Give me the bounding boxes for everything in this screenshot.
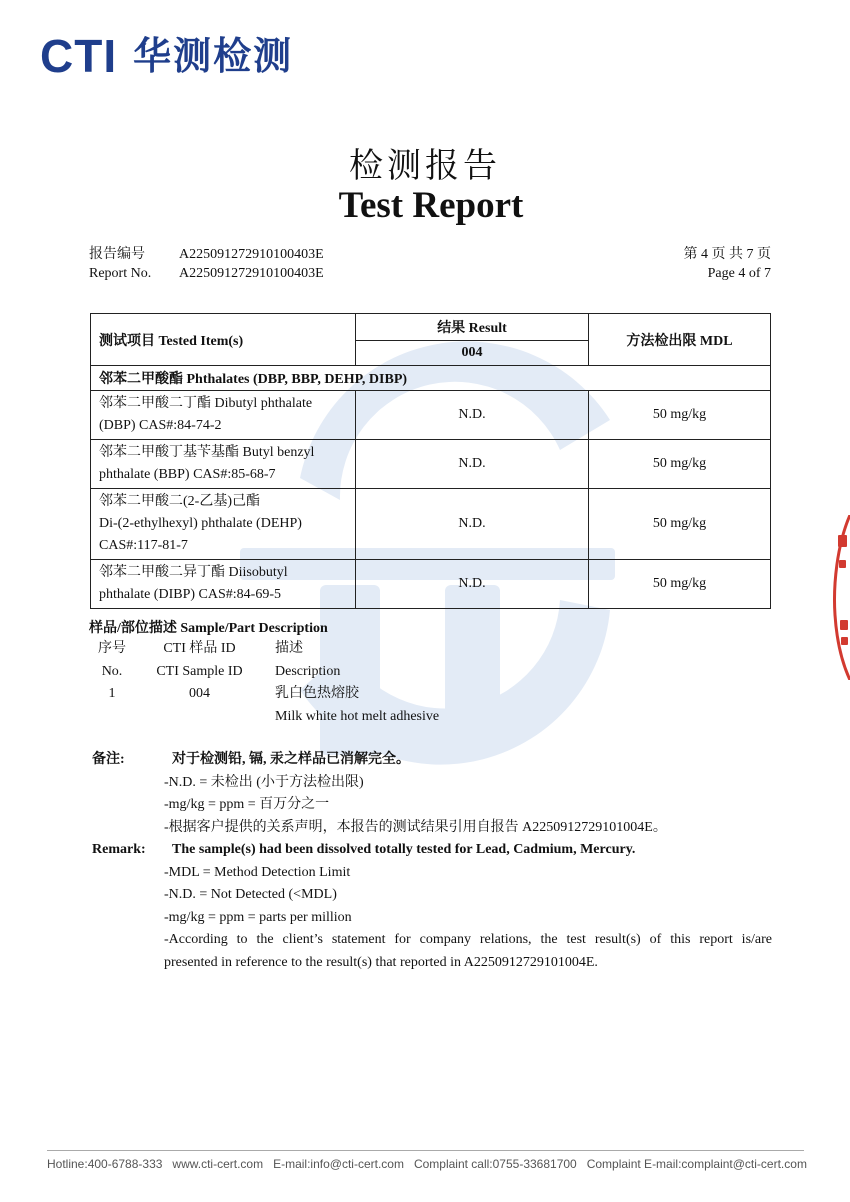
col-result: 结果 Result — [356, 314, 589, 341]
remarks-label-en: Remark: — [92, 842, 146, 857]
report-no-label-cn: 报告编号 — [89, 247, 145, 262]
remark-line: -mg/kg = ppm = 百万分之一 — [164, 797, 330, 812]
report-title-chinese: 检测报告 — [349, 146, 501, 186]
remarks-label-cn: 备注: — [92, 752, 125, 767]
report-title-english: Test Report — [338, 185, 524, 226]
remarks-section — [92, 749, 772, 974]
sample-id-header: CTI Sample ID — [156, 663, 243, 679]
remark-line: presented in reference to the result(s) that reported in A2250912729101004E. — [164, 954, 598, 970]
remark-line: -N.D. = Not Detected (<MDL) — [164, 887, 337, 902]
footer-website: www.cti-cert.com — [172, 1157, 264, 1171]
footer-hotline: Hotline:400-6788-333 — [47, 1157, 163, 1171]
item-line: Di-(2-ethylhexyl) phthalate (DEHP) — [99, 516, 302, 531]
result-cell: N.D. — [356, 391, 589, 440]
remark-line: The sample(s) had been dissolved totally tested for Lead, Cadmium, Mercury. — [172, 842, 636, 857]
table-group-row — [91, 366, 771, 391]
logo-cti-text: CTI — [40, 30, 118, 82]
remark-line: -According to the client’s statement for company relations, the test result(s) of this report is/are — [164, 932, 772, 947]
table-row — [91, 489, 771, 560]
col-sample-id: 004 — [356, 341, 589, 366]
sample-desc-header: 描述 — [275, 641, 303, 656]
cti-logo — [40, 30, 294, 82]
sample-header-en — [88, 661, 439, 684]
result-cell: N.D. — [356, 560, 589, 609]
sample-id-header: CTI 样品 ID — [163, 641, 236, 656]
sample-desc-cn: 乳白色热熔胶 — [275, 686, 359, 701]
sample-no: 1 — [108, 686, 116, 701]
item-line: (DBP) CAS#:84-74-2 — [99, 418, 222, 433]
result-cell: N.D. — [356, 440, 589, 489]
page-indicator-cn: 第 4 页 共 7 页 — [683, 247, 771, 262]
page-indicator-en: Page 4 of 7 — [707, 266, 771, 281]
seal-stamp-edge — [829, 515, 850, 680]
group-label: 邻苯二甲酸酯 Phthalates (DBP, BBP, DEHP, DIBP) — [91, 366, 771, 391]
tested-item-cell — [91, 560, 356, 609]
sample-header-cn — [88, 638, 439, 661]
item-line: phthalate (BBP) CAS#:85-68-7 — [99, 467, 276, 482]
table-row — [91, 440, 771, 489]
sample-row — [88, 683, 439, 706]
sample-no-header: No. — [101, 663, 123, 679]
mdl-cell: 50 mg/kg — [589, 391, 771, 440]
footer-divider — [47, 1150, 804, 1151]
item-line: 邻苯二甲酸丁基苄基酯 Butyl benzyl — [99, 445, 315, 460]
logo-chinese-text: 华测检测 — [133, 34, 294, 78]
mdl-cell: 50 mg/kg — [589, 440, 771, 489]
remark-line: -N.D. = 未检出 (小于方法检出限) — [164, 774, 364, 790]
mdl-cell: 50 mg/kg — [589, 560, 771, 609]
sample-desc-header: Description — [275, 663, 341, 679]
col-tested-item: 测试项目 Tested Item(s) — [91, 314, 356, 366]
sample-no-header: 序号 — [98, 641, 126, 656]
report-number: A225091272910100403E — [179, 266, 324, 281]
table-row — [91, 560, 771, 609]
results-table — [90, 313, 771, 609]
result-cell: N.D. — [356, 489, 589, 560]
report-number: A225091272910100403E — [179, 247, 324, 262]
sample-desc-en: Milk white hot melt adhesive — [275, 708, 440, 724]
page-indicator — [684, 245, 772, 283]
item-line: 邻苯二甲酸二丁酯 Dibutyl phthalate — [99, 396, 313, 411]
footer-complaint-email: Complaint E-mail:complaint@cti-cert.com — [586, 1157, 807, 1171]
item-line: 邻苯二甲酸二(2-乙基)己酯 — [99, 494, 260, 509]
item-line: 邻苯二甲酸二异丁酯 Diisobutyl — [99, 565, 288, 580]
item-line: CAS#:117-81-7 — [99, 538, 188, 553]
report-number-block — [89, 245, 324, 283]
footer — [47, 1157, 807, 1171]
sample-id: 004 — [189, 686, 210, 701]
item-line: phthalate (DIBP) CAS#:84-69-5 — [99, 587, 281, 602]
report-no-label-en: Report No. — [89, 266, 152, 281]
tested-item-cell — [91, 391, 356, 440]
footer-email: E-mail:info@cti-cert.com — [273, 1157, 404, 1171]
sample-section-title: 样品/部位描述 Sample/Part Description — [89, 621, 328, 636]
sample-description — [88, 638, 439, 728]
remark-line: -mg/kg = ppm = parts per million — [164, 909, 352, 925]
mdl-cell: 50 mg/kg — [589, 489, 771, 560]
tested-item-cell — [91, 489, 356, 560]
remark-line: -根据客户提供的关系声明，本报告的测试结果引用自报告 A2250912729101004E。 — [164, 819, 667, 835]
col-mdl: 方法检出限 MDL — [589, 314, 771, 366]
table-row — [91, 391, 771, 440]
sample-row-continued — [88, 706, 439, 729]
remark-line: 对于检测铅, 镉, 汞之样品已消解完全。 — [172, 752, 410, 767]
footer-complaint-call: Complaint call:0755-33681700 — [413, 1157, 577, 1171]
tested-item-cell — [91, 440, 356, 489]
remark-line: -MDL = Method Detection Limit — [164, 864, 351, 880]
table-header-row — [91, 314, 771, 341]
